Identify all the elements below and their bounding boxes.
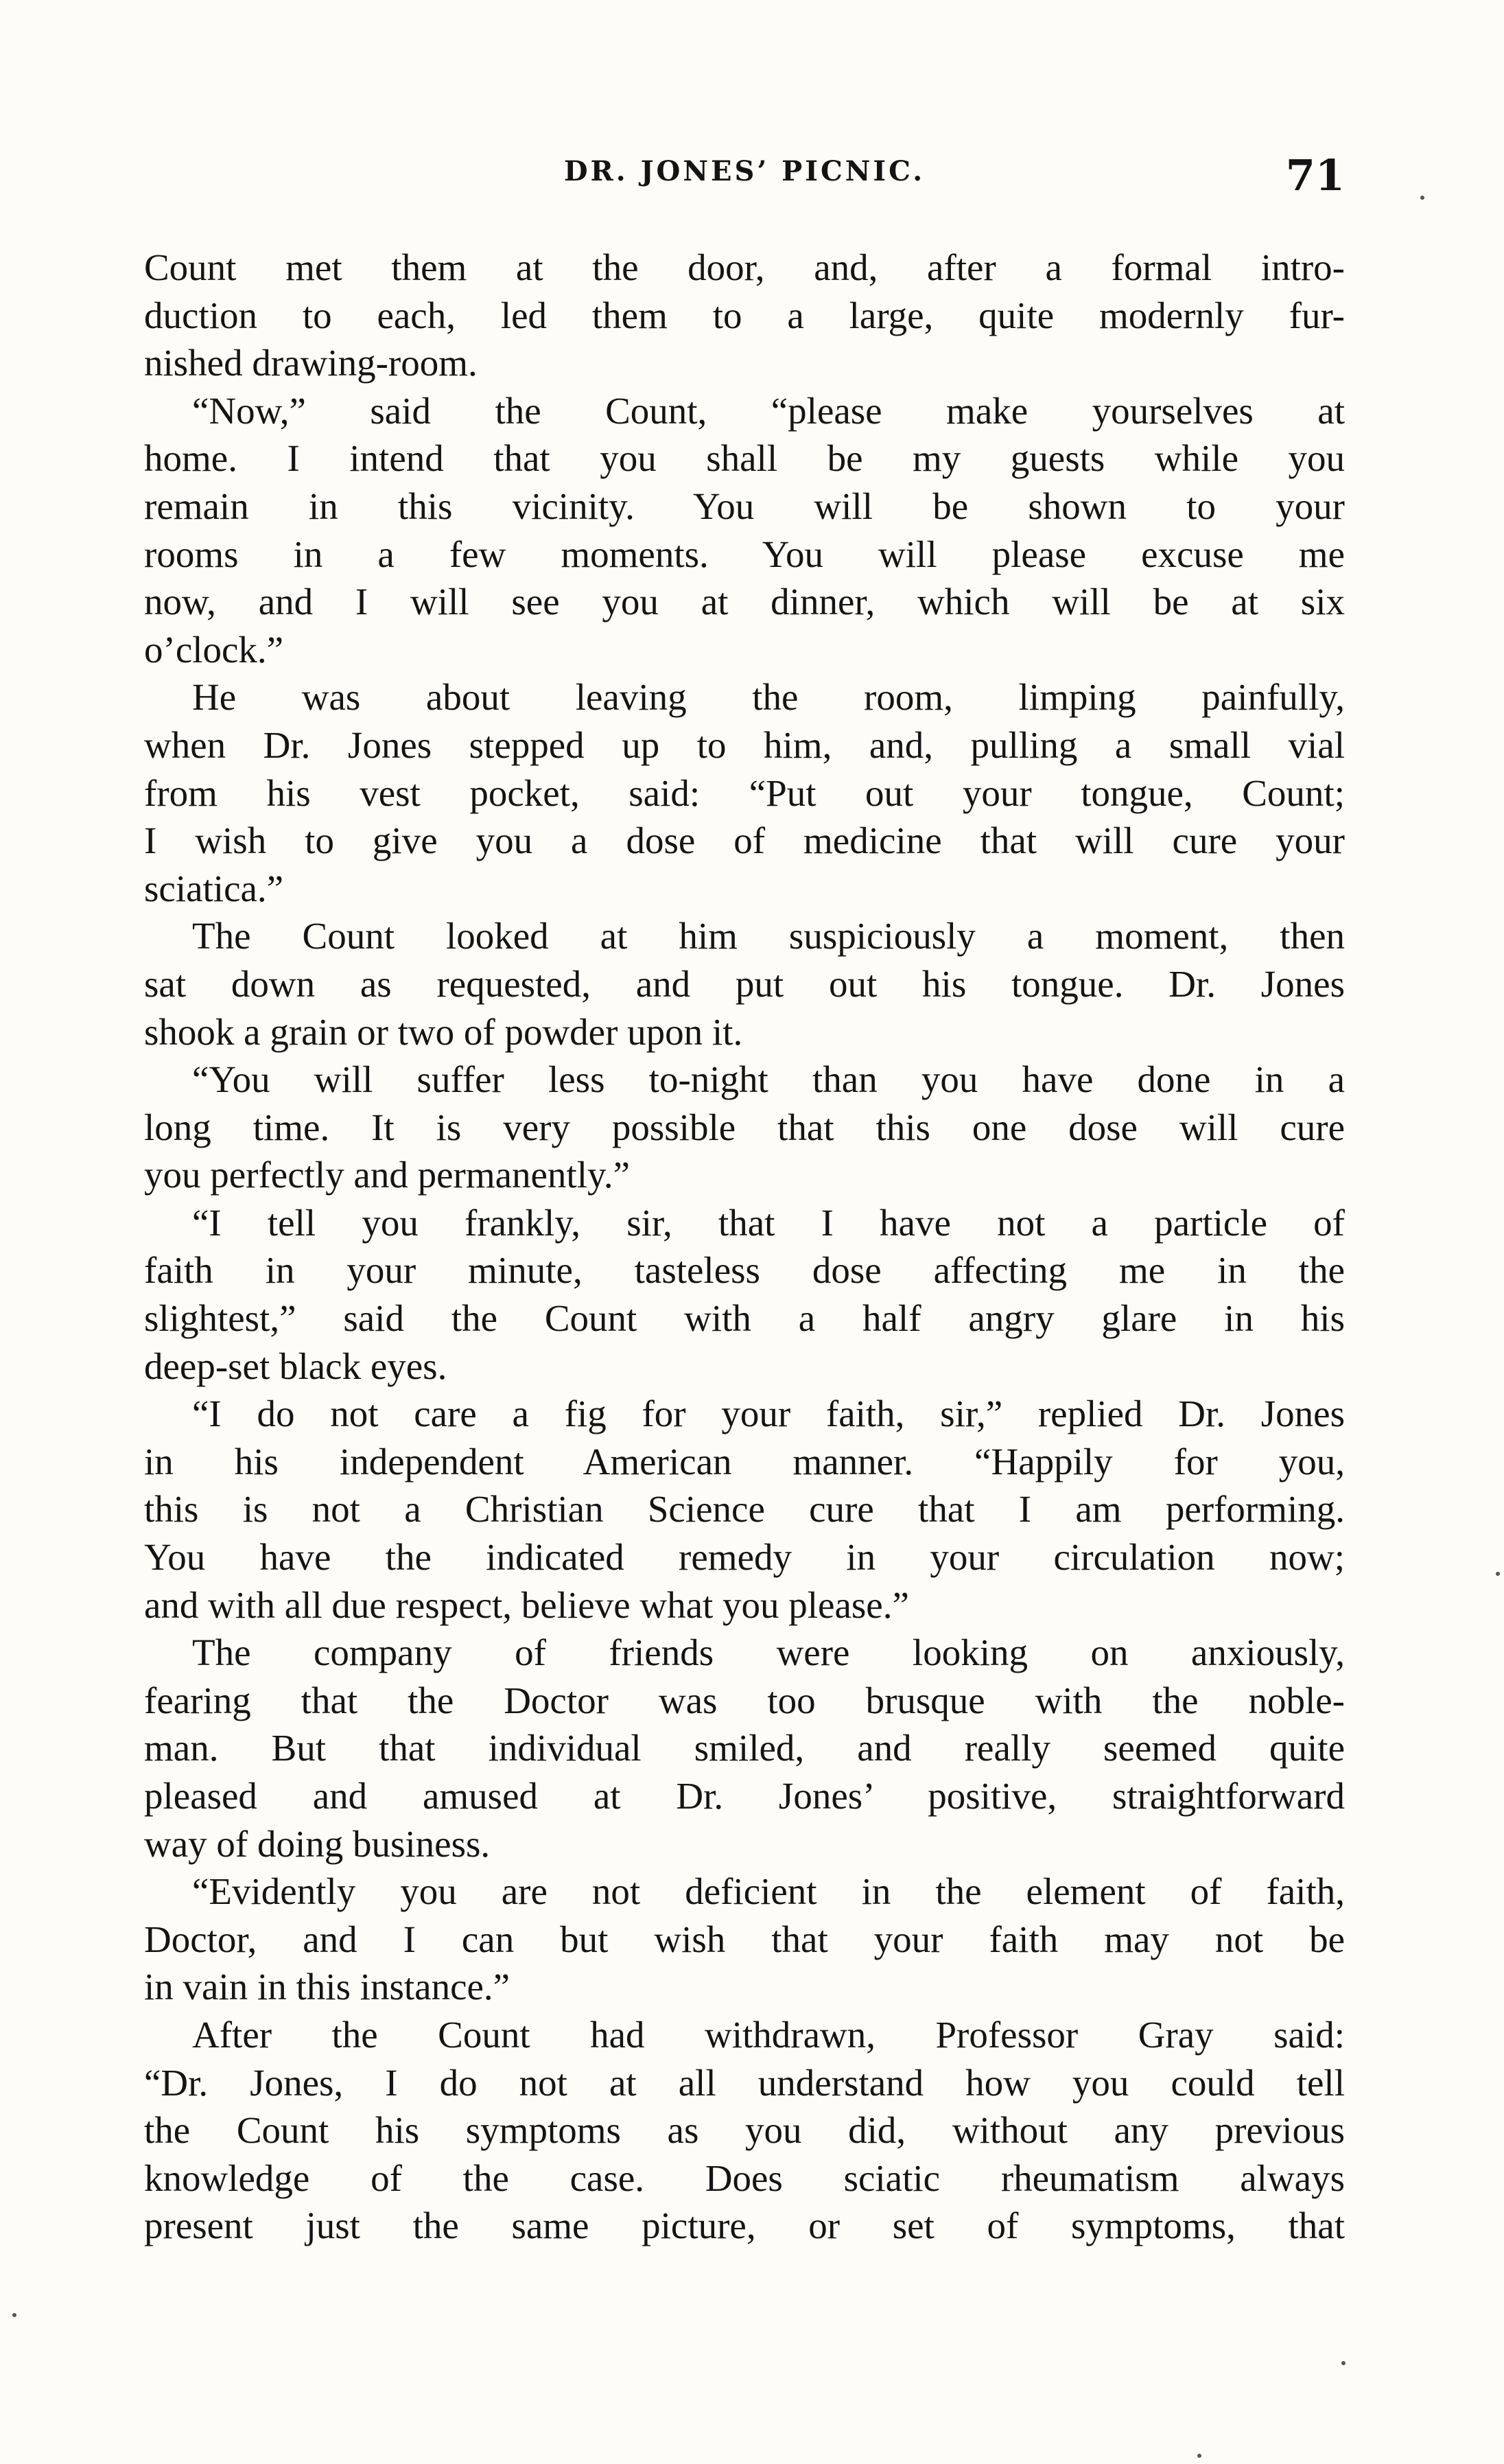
text-line: You have the indicated remedy in your circulation now; [144, 1536, 1345, 1579]
text-line: deep-set black eyes. [144, 1345, 447, 1387]
text-line: duction to each, led them to a large, quite modernly fur- [144, 294, 1345, 336]
text-line: in his independent American manner. “Happily for you, [144, 1440, 1345, 1483]
paper-speck [1420, 196, 1424, 200]
text-line: sat down as requested, and put out his tongue. Dr. Jones [144, 962, 1345, 1005]
paper-speck [12, 2313, 16, 2317]
text-line: pleased and amused at Dr. Jones’ positive, straightforward [144, 1775, 1345, 1817]
paper-speck [1341, 2361, 1346, 2365]
body-text [144, 244, 1345, 2250]
text-line: I wish to give you a dose of medicine that will cure your [144, 820, 1345, 862]
text-line: when Dr. Jones stepped up to him, and, pulling a small vial [144, 723, 1345, 766]
running-head [144, 144, 1345, 199]
text-line: “I tell you frankly, sir, that I have not a particle of [192, 1201, 1345, 1244]
text-line: “Now,” said the Count, “please make yourselves at [192, 389, 1345, 432]
text-line: Count met them at the door, and, after a formal intro- [144, 246, 1345, 288]
text-line: slightest,” said the Count with a half angry glare in his [144, 1297, 1345, 1340]
text-line: way of doing business. [144, 1822, 491, 1865]
text-line: home. I intend that you shall be my guests while you [144, 437, 1345, 480]
text-line: in vain in this instance.” [144, 1966, 510, 2008]
running-title: DR. JONES’ PICNIC. [563, 155, 926, 187]
text-line: present just the same picture, or set of symptoms, that [144, 2205, 1345, 2247]
text-line: faith in your minute, tasteless dose affecting me in the [144, 1249, 1345, 1292]
text-line: “Evidently you are not deficient in the element of faith, [192, 1870, 1345, 1913]
text-line: shook a grain or two of powder upon it. [144, 1010, 743, 1053]
text-line: the Count his symptoms as you did, without any previous [144, 2109, 1345, 2152]
text-line: Doctor, and I can but wish that your faith may not be [144, 1918, 1345, 1960]
text-line: this is not a Christian Science cure that I am performing. [144, 1488, 1345, 1531]
text-line: you perfectly and permanently.” [144, 1154, 631, 1196]
paper-speck [1496, 1572, 1500, 1576]
text-line: rooms in a few moments. You will please excuse me [144, 533, 1345, 575]
text-line: long time. It is very possible that this one dose will cure [144, 1106, 1345, 1148]
text-line: and with all due respect, believe what you please.” [144, 1583, 909, 1626]
text-line: After the Count had withdrawn, Professor Gray said: [192, 2013, 1345, 2056]
text-line: o’clock.” [144, 628, 284, 671]
text-line: from his vest pocket, said: “Put out your tongue, Count; [144, 771, 1345, 814]
text-line: sciatica.” [144, 867, 284, 909]
text-line: knowledge of the case. Does sciatic rheumatism always [144, 2157, 1345, 2199]
page-number: 71 [1285, 150, 1345, 200]
text-line: “You will suffer less to-night than you have done in a [192, 1058, 1345, 1101]
text-line: “I do not care a fig for your faith, sir,” replied Dr. Jones [192, 1393, 1345, 1435]
paper-speck [1197, 2454, 1201, 2458]
text-line: The Count looked at him suspiciously a moment, then [192, 915, 1345, 957]
text-line: fearing that the Doctor was too brusque with the noble- [144, 1679, 1345, 1721]
text-line: man. But that individual smiled, and really seemed quite [144, 1727, 1345, 1769]
text-line: He was about leaving the room, limping painfully, [192, 676, 1345, 719]
text-line: now, and I will see you at dinner, which will be at six [144, 581, 1345, 623]
text-line: nished drawing-room. [144, 342, 478, 384]
text-line: “Dr. Jones, I do not at all understand how you could tell [144, 2061, 1345, 2104]
text-line: remain in this vicinity. You will be shown to your [144, 485, 1345, 527]
text-line: The company of friends were looking on anxiously, [192, 1631, 1345, 1674]
